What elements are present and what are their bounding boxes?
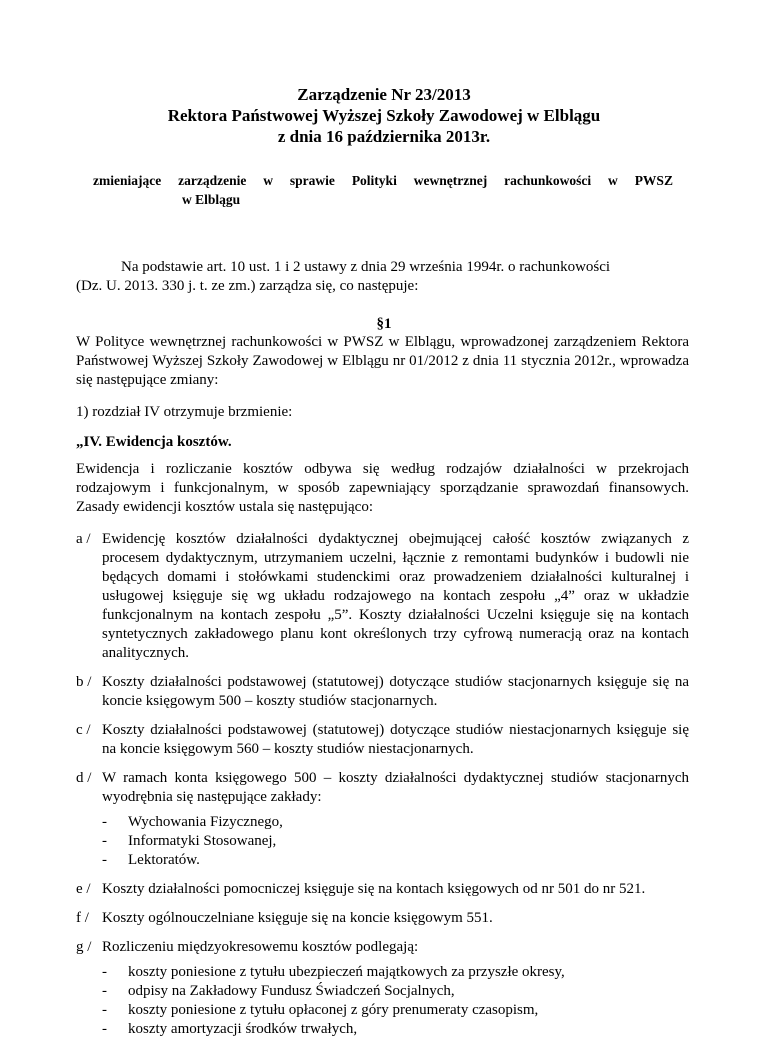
sub-list-item: - Wychowania Fizycznego, [102, 814, 283, 830]
subject-word: rachunkowości [504, 173, 592, 188]
item-label: f / [76, 910, 89, 926]
list-item [76, 769, 689, 870]
item-text: Ewidencję kosztów działalności dydaktycznej obejmującej całość kosztów związanych z procesem dydaktycznym, utrzymaniem uczelni, łącznie z remontami budynków i budowli nie będących domami i stołówkami studenckimi oraz prowadzeniem działalności kulturalnej i usługowej księguje się wg układu rodzajowego na kontach zespołu „4” oraz w układzie funkcjonalnym na kontach zespołu „5”. Koszty działalności Uczelni księguje się na kontach syntetycznych zakładowego planu kont określonych trzy cyfrową numeracją oraz na kontach analitycznych. [102, 531, 689, 661]
item-label: b / [76, 674, 92, 690]
item-label: g / [76, 939, 92, 955]
rules-list [76, 530, 689, 1049]
item-text: W ramach konta księgowego 500 – koszty działalności dydaktycznej studiów stacjonarnych wyodrębnia się następujące zakłady: [102, 770, 689, 805]
item-label: c / [76, 722, 91, 738]
item-label: d / [76, 770, 92, 786]
legal-basis-line-1: Na podstawie art. 10 ust. 1 i 2 ustawy z dnia 29 września 1994r. o rachunkowości [121, 259, 611, 275]
item-text: Koszty działalności podstawowej (statutowej) dotyczące studiów niestacjonarnych księguje się na koncie księgowym 560 – koszty studiów niestacjonarnych. [102, 722, 689, 757]
legal-basis [76, 258, 689, 296]
item-label: e / [76, 881, 91, 897]
subject-word: Polityki [351, 173, 397, 188]
sub-list-item: - odpisy na Zakładowy Fundusz Świadczeń Socjalnych, [102, 983, 455, 999]
title-line-3: z dnia 16 października 2013r. [277, 127, 491, 146]
subject-word: zmieniające [93, 173, 162, 188]
intro-paragraph: W Polityce wewnętrznej rachunkowości w PWSZ w Elblągu, wprowadzonej zarządzeniem Rektora Państwowej Wyższej Szkoły Zawodowej w Elblągu nr 01/2012 z dnia 11 stycznia 2012r., wprowadza się następujące zmiany: [76, 334, 689, 388]
subject-word: sprawie [289, 173, 335, 188]
section-body: Ewidencja i rozliczanie kosztów odbywa się według rodzajów działalności w przekrojach rodzajowym i funkcjonalnym, w sposób zapewniający sporządzanie sprawozdań finansowych. Zasady ewidencji kosztów ustala się następująco: [76, 461, 689, 515]
sub-list-item: - koszty poniesione z tytułu opłaconej z góry prenumeraty czasopism, [102, 1002, 539, 1018]
sub-list-item: - koszty poniesione z tytułu ubezpieczeń majątkowych za przyszłe okresy, [102, 964, 565, 980]
list-item [76, 909, 689, 928]
subject-word: zarządzenie [178, 173, 247, 188]
list-item [76, 721, 689, 759]
subject-word: w [263, 173, 273, 188]
subject-line-2: w Elblągu [182, 192, 241, 207]
item-text: Koszty ogólnouczelniane księguje się na koncie księgowym 551. [102, 910, 493, 926]
list-item [76, 673, 689, 711]
list-item [76, 880, 689, 899]
sub-list [102, 963, 689, 1039]
title-line-1: Zarządzenie Nr 23/2013 [297, 85, 471, 104]
subject-word: PWSZ [634, 173, 673, 188]
item-text: Koszty działalności pomocniczej księguje się na kontach księgowych od nr 501 do nr 521. [102, 881, 646, 897]
sub-list [102, 813, 689, 870]
item-label: a / [76, 531, 91, 547]
subject-word: wewnętrznej [413, 173, 488, 188]
legal-basis-line-2: (Dz. U. 2013. 330 j. t. ze zm.) zarządza się, co następuje: [76, 278, 419, 294]
paragraph-sign: §1 [376, 316, 392, 332]
item-text: Koszty działalności podstawowej (statutowej) dotyczące studiów stacjonarnych księguje się na koncie księgowym 500 – koszty studiów stacjonarnych. [102, 674, 689, 709]
subject-word: w [608, 173, 618, 188]
sub-list-item: - Lektoratów. [102, 852, 200, 868]
title-line-2: Rektora Państwowej Wyższej Szkoły Zawodowej w Elblągu [167, 106, 601, 125]
section-title: „IV. Ewidencja kosztów. [76, 434, 232, 450]
document-subject [93, 171, 673, 209]
item-text: Rozliczeniu międzyokresowemu kosztów podlegają: [102, 939, 419, 955]
document-title [0, 84, 768, 147]
list-item [76, 530, 689, 663]
change-item-1: 1) rozdział IV otrzymuje brzmienie: [76, 404, 293, 420]
sub-list-item: - koszty amortyzacji środków trwałych, [102, 1021, 358, 1037]
list-item [76, 938, 689, 1039]
sub-list-item: - Informatyki Stosowanej, [102, 833, 277, 849]
